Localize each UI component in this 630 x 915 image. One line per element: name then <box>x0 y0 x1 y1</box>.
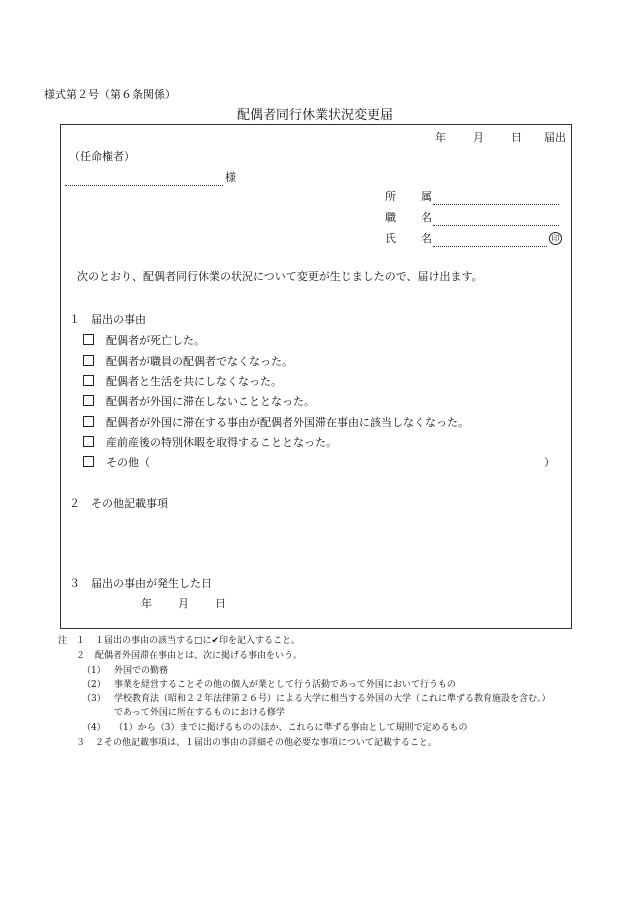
checkbox-icon[interactable] <box>83 395 94 406</box>
occur-day: 日 <box>215 597 226 610</box>
other-notes-area[interactable] <box>69 513 559 563</box>
post-label-1: 職 <box>385 211 396 224</box>
note-1-num: １ <box>76 636 86 646</box>
form-box <box>60 124 572 629</box>
other-close-paren: ） <box>544 456 555 469</box>
note-sub-text: 外国での勤務 <box>114 666 169 676</box>
note-sub-text: 学校教育法（昭和２２年法律第２６号）による大学に相当する外国の大学（これに準ずる教育施設を含む。） <box>114 694 551 704</box>
checkbox-icon[interactable] <box>83 416 94 427</box>
note-1: １届出の事由の該当する□に✔印を記入すること。 <box>95 636 301 646</box>
intro-text: 次のとおり、配偶者同行休業の状況について変更が生じましたので、届け出ます。 <box>77 270 483 283</box>
note-sub-num: （4） <box>82 723 106 733</box>
checkbox-item[interactable]: 配偶者が死亡した。 <box>83 332 205 348</box>
checkbox-item[interactable]: 産前産後の特別休暇を取得することとなった。 <box>83 434 337 450</box>
occur-month: 月 <box>178 597 189 610</box>
date-year: 年 <box>435 131 446 144</box>
note-sub-text-cont: であって外国に所在するものにおける修学 <box>114 708 285 718</box>
checkbox-icon[interactable] <box>83 436 94 447</box>
occur-year: 年 <box>141 597 152 610</box>
note-sub-text: （1）から（3）までに掲げるもののほか、これらに準ずる事由として規則で定めるもの <box>114 723 468 733</box>
checkbox-icon[interactable] <box>83 334 94 345</box>
date-month: 月 <box>473 131 484 144</box>
checkbox-item[interactable]: 配偶者と生活を共にしなくなった。 <box>83 373 282 389</box>
notes-label: 注 <box>58 636 68 646</box>
note-sub-text: 事業を経営することその他の個人が業として行う活動であって外国において行うもの <box>114 680 456 690</box>
note-3: ２その他記載事項は、１届出の事由の詳細その他必要な事項について記載すること。 <box>95 738 437 748</box>
checkbox-icon[interactable] <box>83 355 94 366</box>
checkbox-item[interactable]: 配偶者が職員の配偶者でなくなった。 <box>83 353 293 369</box>
section2-title: ２ その他記載事項 <box>69 497 168 510</box>
name-label-2: 名 <box>421 232 432 245</box>
page-title: 配偶者同行休業状況変更届 <box>236 108 393 123</box>
name-label-1: 氏 <box>385 232 396 245</box>
checkbox-item[interactable]: 配偶者が外国に滞在しないこととなった。 <box>83 393 315 409</box>
seal-mark: 印 <box>549 232 562 245</box>
checkbox-item-other[interactable]: その他（ <box>83 454 150 470</box>
dept-label-1: 所 <box>385 190 396 203</box>
appointer-label: （任命権者） <box>69 150 135 163</box>
appointer-honorific: 様 <box>225 171 236 184</box>
note-sub-num: （2） <box>82 680 106 690</box>
dept-field[interactable] <box>433 190 559 209</box>
checkbox-icon[interactable] <box>83 456 94 467</box>
note-2: 配偶者外国滞在事由とは、次に掲げる事由をいう。 <box>95 651 303 661</box>
section1-title: １ 届出の事由 <box>69 313 146 326</box>
checkbox-item[interactable]: 配偶者が外国に滞在する事由が配偶者外国滞在事由に該当しなくなった。 <box>83 414 469 430</box>
appointer-field[interactable] <box>65 171 223 190</box>
dept-label-2: 属 <box>421 190 432 203</box>
note-2-num: ２ <box>76 651 86 661</box>
date-submit: 届出 <box>544 131 566 144</box>
note-sub-num: （1） <box>82 666 106 676</box>
note-3-num: ３ <box>76 738 86 748</box>
name-field[interactable] <box>433 232 547 251</box>
post-label-2: 名 <box>421 211 432 224</box>
post-field[interactable] <box>433 211 559 230</box>
note-sub-num: （3） <box>82 694 106 704</box>
section3-title: ３ 届出の事由が発生した日 <box>69 577 212 590</box>
date-day: 日 <box>511 131 522 144</box>
checkbox-icon[interactable] <box>83 375 94 386</box>
form-number: 様式第２号（第６条関係） <box>44 88 176 101</box>
